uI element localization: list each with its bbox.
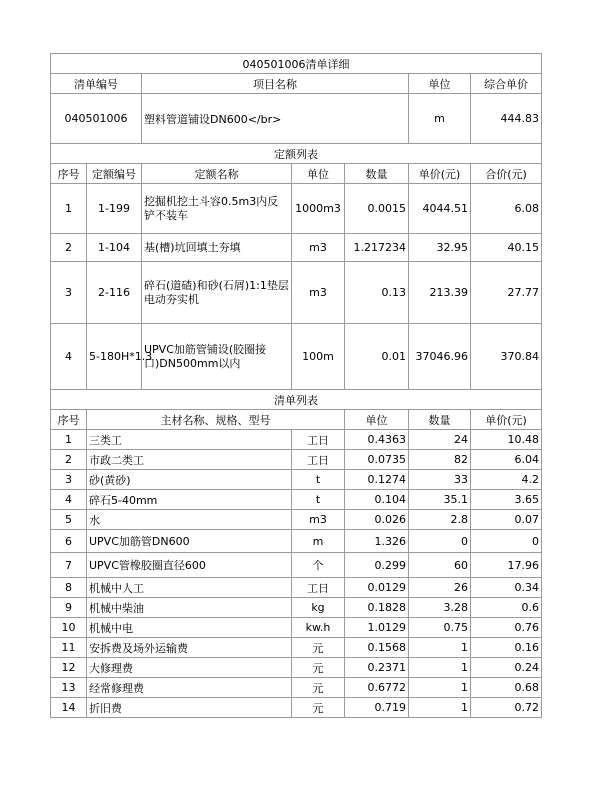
quota-row (51, 324, 542, 390)
quota-name: 挖掘机挖土斗容0.5m3内反铲不装车 (142, 184, 292, 234)
quota-col-total: 合价(元) (471, 164, 542, 184)
material-price: 82 (409, 450, 471, 470)
material-row (51, 678, 542, 698)
material-no: 14 (51, 698, 87, 718)
material-total: 0.76 (471, 618, 542, 638)
material-row (51, 470, 542, 490)
quota-total: 6.08 (471, 184, 542, 234)
material-no: 2 (51, 450, 87, 470)
page-title: 040501006清单详细 (51, 54, 542, 74)
quota-total: 27.77 (471, 262, 542, 324)
material-row (51, 530, 542, 553)
bill-price: 444.83 (471, 94, 542, 144)
quota-price: 4044.51 (409, 184, 471, 234)
quota-no: 2 (51, 234, 87, 262)
material-no: 3 (51, 470, 87, 490)
material-total: 0.24 (471, 658, 542, 678)
bill-name: 塑料管道铺设DN600</br> (142, 94, 409, 144)
quota-row (51, 234, 542, 262)
mat-col-no: 序号 (51, 410, 87, 430)
quota-col-unit: 单位 (292, 164, 345, 184)
material-name: UPVC管橡胶圈直径600 (87, 553, 292, 578)
material-price: 1 (409, 638, 471, 658)
price-label: 综合单价 (471, 74, 542, 94)
material-unit: m3 (292, 510, 345, 530)
quota-code: 1-104 (87, 234, 142, 262)
title-row (51, 54, 542, 74)
material-total: 4.2 (471, 470, 542, 490)
material-unit: m (292, 530, 345, 553)
material-qty: 0.1568 (345, 638, 409, 658)
material-no: 12 (51, 658, 87, 678)
material-price: 1 (409, 658, 471, 678)
material-row (51, 618, 542, 638)
material-price: 1 (409, 698, 471, 718)
material-price: 33 (409, 470, 471, 490)
quota-no: 3 (51, 262, 87, 324)
material-no: 10 (51, 618, 87, 638)
quota-row (51, 262, 542, 324)
mat-col-qty: 数量 (409, 410, 471, 430)
material-row (51, 510, 542, 530)
material-row (51, 638, 542, 658)
material-price: 2.8 (409, 510, 471, 530)
material-unit: 元 (292, 698, 345, 718)
material-qty: 0.0735 (345, 450, 409, 470)
quota-qty: 1.217234 (345, 234, 409, 262)
quota-qty: 0.01 (345, 324, 409, 390)
material-qty: 0.104 (345, 490, 409, 510)
bill-code: 040501006 (51, 94, 142, 144)
material-total: 0.16 (471, 638, 542, 658)
material-total: 0.68 (471, 678, 542, 698)
materials-section-title: 清单列表 (51, 390, 542, 410)
quota-unit: 100m (292, 324, 345, 390)
material-total: 0.34 (471, 578, 542, 598)
quota-total: 40.15 (471, 234, 542, 262)
quota-col-qty: 数量 (345, 164, 409, 184)
material-total: 10.48 (471, 430, 542, 450)
material-price: 0 (409, 530, 471, 553)
header-value-row (51, 94, 542, 144)
material-row (51, 553, 542, 578)
material-qty: 0.026 (345, 510, 409, 530)
quota-no: 4 (51, 324, 87, 390)
quota-price: 32.95 (409, 234, 471, 262)
material-total: 0.6 (471, 598, 542, 618)
material-qty: 0.0129 (345, 578, 409, 598)
material-name: 经常修理费 (87, 678, 292, 698)
name-label: 项目名称 (142, 74, 409, 94)
material-name: 市政二类工 (87, 450, 292, 470)
quota-no: 1 (51, 184, 87, 234)
material-qty: 0.299 (345, 553, 409, 578)
quota-col-name: 定额名称 (142, 164, 292, 184)
quota-header-row (51, 164, 542, 184)
material-unit: 元 (292, 638, 345, 658)
material-row (51, 490, 542, 510)
material-total: 0.72 (471, 698, 542, 718)
material-name: 水 (87, 510, 292, 530)
material-unit: 工日 (292, 430, 345, 450)
quota-name: 碎石(道碴)和砂(石屑)1:1垫层电动夯实机 (142, 262, 292, 324)
quota-col-price: 单价(元) (409, 164, 471, 184)
quota-qty: 0.13 (345, 262, 409, 324)
material-unit: t (292, 470, 345, 490)
quota-row (51, 184, 542, 234)
material-name: 机械中电 (87, 618, 292, 638)
quota-col-code: 定额编号 (87, 164, 142, 184)
material-no: 4 (51, 490, 87, 510)
material-total: 3.65 (471, 490, 542, 510)
materials-section-row (51, 390, 542, 410)
unit-label: 单位 (409, 74, 471, 94)
material-unit: 工日 (292, 578, 345, 598)
material-name: UPVC加筋管DN600 (87, 530, 292, 553)
material-no: 6 (51, 530, 87, 553)
material-total: 17.96 (471, 553, 542, 578)
material-unit: t (292, 490, 345, 510)
material-unit: 工日 (292, 450, 345, 470)
code-label: 清单编号 (51, 74, 142, 94)
material-qty: 1.0129 (345, 618, 409, 638)
material-price: 35.1 (409, 490, 471, 510)
material-no: 11 (51, 638, 87, 658)
material-price: 24 (409, 430, 471, 450)
material-price: 1 (409, 678, 471, 698)
material-no: 13 (51, 678, 87, 698)
material-price: 3.28 (409, 598, 471, 618)
mat-col-price: 单价(元) (471, 410, 542, 430)
quota-unit: m3 (292, 262, 345, 324)
material-price: 60 (409, 553, 471, 578)
material-price: 26 (409, 578, 471, 598)
quota-unit: 1000m3 (292, 184, 345, 234)
material-total: 0 (471, 530, 542, 553)
quota-price: 37046.96 (409, 324, 471, 390)
quota-section-title: 定额列表 (51, 144, 542, 164)
material-row (51, 450, 542, 470)
material-price: 0.75 (409, 618, 471, 638)
material-name: 折旧费 (87, 698, 292, 718)
material-qty: 0.719 (345, 698, 409, 718)
material-qty: 0.6772 (345, 678, 409, 698)
material-name: 砂(黄砂) (87, 470, 292, 490)
material-row (51, 698, 542, 718)
material-name: 三类工 (87, 430, 292, 450)
material-qty: 0.4363 (345, 430, 409, 450)
material-row (51, 578, 542, 598)
quota-price: 213.39 (409, 262, 471, 324)
table-body (51, 54, 542, 718)
material-unit: 元 (292, 678, 345, 698)
material-unit: kg (292, 598, 345, 618)
material-no: 9 (51, 598, 87, 618)
material-row (51, 430, 542, 450)
materials-header-row (51, 410, 542, 430)
quota-code: 2-116 (87, 262, 142, 324)
material-row (51, 658, 542, 678)
bill-unit: m (409, 94, 471, 144)
quota-name: UPVC加筋管铺设(胶圈接口)DN500mm以内 (142, 324, 292, 390)
material-total: 0.07 (471, 510, 542, 530)
material-name: 机械中人工 (87, 578, 292, 598)
material-unit: 个 (292, 553, 345, 578)
header-label-row (51, 74, 542, 94)
material-qty: 1.326 (345, 530, 409, 553)
material-row (51, 598, 542, 618)
material-qty: 0.1828 (345, 598, 409, 618)
material-name: 机械中柴油 (87, 598, 292, 618)
quota-section-row (51, 144, 542, 164)
material-no: 7 (51, 553, 87, 578)
quota-code: 1-199 (87, 184, 142, 234)
material-qty: 0.2371 (345, 658, 409, 678)
material-total: 6.04 (471, 450, 542, 470)
quota-code: 5-180H*1.3 (87, 324, 142, 390)
material-name: 大修理费 (87, 658, 292, 678)
quota-col-no: 序号 (51, 164, 87, 184)
material-qty: 0.1274 (345, 470, 409, 490)
mat-col-name: 主材名称、规格、型号 (87, 410, 345, 430)
quota-qty: 0.0015 (345, 184, 409, 234)
material-no: 8 (51, 578, 87, 598)
material-no: 5 (51, 510, 87, 530)
mat-col-unit: 单位 (345, 410, 409, 430)
material-name: 安拆费及场外运输费 (87, 638, 292, 658)
quota-unit: m3 (292, 234, 345, 262)
material-no: 1 (51, 430, 87, 450)
material-unit: 元 (292, 658, 345, 678)
bill-detail-table (50, 53, 542, 718)
material-name: 碎石5-40mm (87, 490, 292, 510)
material-unit: kw.h (292, 618, 345, 638)
quota-total: 370.84 (471, 324, 542, 390)
quota-name: 基(槽)坑回填土夯填 (142, 234, 292, 262)
